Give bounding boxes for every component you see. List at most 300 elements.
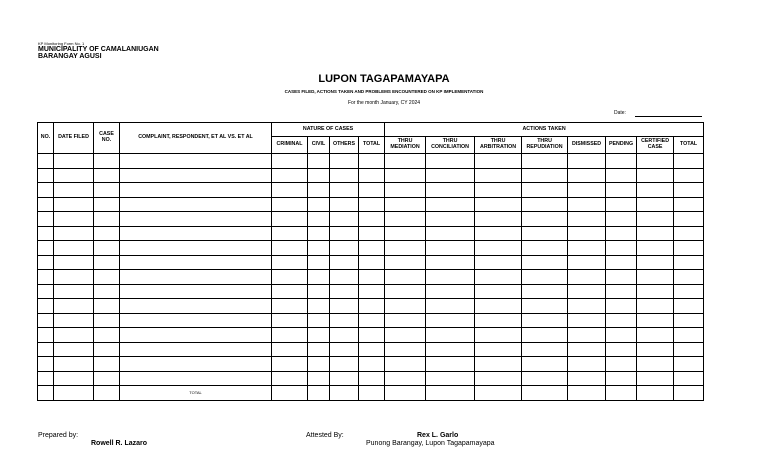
table-cell[interactable] xyxy=(120,313,272,328)
table-cell[interactable] xyxy=(94,255,120,270)
table-cell[interactable] xyxy=(522,313,568,328)
table-cell[interactable] xyxy=(522,299,568,314)
table-cell[interactable] xyxy=(637,371,674,386)
table-cell[interactable] xyxy=(426,386,475,401)
table-cell[interactable] xyxy=(568,313,606,328)
table-cell[interactable] xyxy=(674,328,704,343)
table-cell[interactable] xyxy=(359,197,385,212)
table-cell[interactable] xyxy=(522,328,568,343)
table-cell[interactable] xyxy=(426,154,475,169)
table-row xyxy=(38,371,704,386)
table-cell[interactable] xyxy=(359,386,385,401)
table-cell[interactable] xyxy=(385,212,426,227)
table-cell[interactable] xyxy=(308,168,330,183)
table-cell[interactable] xyxy=(38,342,54,357)
table-cell[interactable] xyxy=(568,154,606,169)
table-cell[interactable] xyxy=(426,313,475,328)
table-cell[interactable] xyxy=(674,357,704,372)
table-cell[interactable] xyxy=(94,270,120,285)
table-cell[interactable] xyxy=(94,328,120,343)
table-cell[interactable] xyxy=(120,371,272,386)
table-cell[interactable] xyxy=(475,342,522,357)
table-cell[interactable] xyxy=(359,357,385,372)
table-cell[interactable] xyxy=(475,386,522,401)
table-cell[interactable] xyxy=(385,357,426,372)
table-cell[interactable] xyxy=(568,328,606,343)
table-cell[interactable] xyxy=(38,371,54,386)
table-cell[interactable] xyxy=(330,299,359,314)
table-cell[interactable] xyxy=(475,371,522,386)
page-title: LUPON TAGAPAMAYAPA xyxy=(318,73,450,85)
table-cell[interactable] xyxy=(330,255,359,270)
table-cell[interactable] xyxy=(475,168,522,183)
col-header-mediation: THRU MEDIATION xyxy=(385,137,426,154)
table-cell[interactable] xyxy=(120,357,272,372)
table-cell[interactable] xyxy=(359,241,385,256)
table-cell[interactable] xyxy=(94,168,120,183)
table-cell[interactable] xyxy=(522,154,568,169)
table-cell[interactable] xyxy=(120,342,272,357)
table-cell[interactable] xyxy=(606,386,637,401)
table-cell[interactable] xyxy=(359,212,385,227)
table-cell[interactable] xyxy=(38,328,54,343)
prepared-by-name: Rowell R. Lazaro xyxy=(91,440,148,447)
table-cell[interactable] xyxy=(38,299,54,314)
prepared-by-label: Prepared by: xyxy=(38,432,79,439)
table-cell[interactable] xyxy=(359,226,385,241)
total-row xyxy=(38,386,704,401)
table-cell[interactable] xyxy=(385,299,426,314)
table-cell[interactable] xyxy=(272,328,308,343)
table-cell[interactable] xyxy=(568,299,606,314)
table-cell[interactable] xyxy=(637,357,674,372)
table-cell[interactable] xyxy=(606,299,637,314)
table-cell[interactable] xyxy=(120,270,272,285)
table-cell[interactable] xyxy=(38,386,54,401)
table-cell[interactable] xyxy=(120,299,272,314)
total-row-label: TOTAL xyxy=(120,386,272,401)
table-cell[interactable] xyxy=(120,212,272,227)
table-cell[interactable] xyxy=(426,328,475,343)
table-cell[interactable] xyxy=(308,284,330,299)
table-cell[interactable] xyxy=(359,328,385,343)
table-cell[interactable] xyxy=(54,197,94,212)
table-cell[interactable] xyxy=(674,241,704,256)
table-cell[interactable] xyxy=(54,226,94,241)
table-cell[interactable] xyxy=(568,168,606,183)
table-cell[interactable] xyxy=(606,168,637,183)
table-row xyxy=(38,197,704,212)
table-cell[interactable] xyxy=(330,386,359,401)
reporting-period: For the month January, CY 2024 xyxy=(347,100,421,106)
table-cell[interactable] xyxy=(94,183,120,198)
table-cell[interactable] xyxy=(426,241,475,256)
table-cell[interactable] xyxy=(426,212,475,227)
table-cell[interactable] xyxy=(674,299,704,314)
table-cell[interactable] xyxy=(272,241,308,256)
table-cell[interactable] xyxy=(38,183,54,198)
table-cell[interactable] xyxy=(359,255,385,270)
table-cell[interactable] xyxy=(272,299,308,314)
table-cell[interactable] xyxy=(475,255,522,270)
table-cell[interactable] xyxy=(272,212,308,227)
table-cell[interactable] xyxy=(94,299,120,314)
table-cell[interactable] xyxy=(272,342,308,357)
table-cell[interactable] xyxy=(272,284,308,299)
table-cell[interactable] xyxy=(475,154,522,169)
table-cell[interactable] xyxy=(522,357,568,372)
table-cell[interactable] xyxy=(426,284,475,299)
table-cell[interactable] xyxy=(426,357,475,372)
table-cell[interactable] xyxy=(637,197,674,212)
table-cell[interactable] xyxy=(522,371,568,386)
table-cell[interactable] xyxy=(94,226,120,241)
table-cell[interactable] xyxy=(637,386,674,401)
col-header-pending: PENDING xyxy=(606,137,637,154)
table-cell[interactable] xyxy=(94,313,120,328)
table-cell[interactable] xyxy=(330,168,359,183)
table-cell[interactable] xyxy=(568,197,606,212)
table-cell[interactable] xyxy=(120,255,272,270)
table-cell[interactable] xyxy=(54,255,94,270)
table-cell[interactable] xyxy=(568,342,606,357)
table-cell[interactable] xyxy=(330,313,359,328)
table-cell[interactable] xyxy=(475,212,522,227)
table-cell[interactable] xyxy=(54,357,94,372)
table-cell[interactable] xyxy=(94,197,120,212)
table-cell[interactable] xyxy=(359,270,385,285)
table-cell[interactable] xyxy=(606,313,637,328)
table-cell[interactable] xyxy=(637,270,674,285)
table-cell[interactable] xyxy=(38,168,54,183)
table-cell[interactable] xyxy=(330,197,359,212)
col-header-case-no: CASE NO. xyxy=(94,123,120,154)
table-cell[interactable] xyxy=(674,386,704,401)
table-cell[interactable] xyxy=(54,241,94,256)
date-field-line[interactable] xyxy=(635,116,702,117)
table-cell[interactable] xyxy=(385,168,426,183)
table-cell[interactable] xyxy=(330,284,359,299)
table-cell[interactable] xyxy=(568,270,606,285)
table-cell[interactable] xyxy=(475,284,522,299)
table-cell[interactable] xyxy=(54,386,94,401)
table-cell[interactable] xyxy=(606,255,637,270)
table-cell[interactable] xyxy=(385,226,426,241)
table-cell[interactable] xyxy=(385,284,426,299)
group-header-actions: ACTIONS TAKEN xyxy=(385,123,704,137)
table-cell[interactable] xyxy=(272,270,308,285)
table-cell[interactable] xyxy=(308,255,330,270)
table-cell[interactable] xyxy=(522,212,568,227)
table-cell[interactable] xyxy=(359,154,385,169)
table-cell[interactable] xyxy=(120,197,272,212)
table-cell[interactable] xyxy=(568,357,606,372)
table-cell[interactable] xyxy=(568,255,606,270)
table-cell[interactable] xyxy=(385,328,426,343)
table-cell[interactable] xyxy=(120,183,272,198)
table-cell[interactable] xyxy=(330,371,359,386)
table-cell[interactable] xyxy=(606,328,637,343)
table-cell[interactable] xyxy=(308,226,330,241)
table-cell[interactable] xyxy=(385,197,426,212)
table-cell[interactable] xyxy=(308,328,330,343)
table-cell[interactable] xyxy=(94,154,120,169)
table-cell[interactable] xyxy=(568,371,606,386)
table-cell[interactable] xyxy=(54,183,94,198)
table-cell[interactable] xyxy=(637,154,674,169)
col-header-criminal: CRIMINAL xyxy=(272,137,308,154)
table-cell[interactable] xyxy=(308,371,330,386)
table-cell[interactable] xyxy=(308,183,330,198)
col-header-nature-total: TOTAL xyxy=(359,137,385,154)
table-cell[interactable] xyxy=(426,342,475,357)
table-cell[interactable] xyxy=(522,270,568,285)
table-cell[interactable] xyxy=(385,342,426,357)
table-cell[interactable] xyxy=(120,241,272,256)
table-cell[interactable] xyxy=(522,183,568,198)
table-cell[interactable] xyxy=(54,313,94,328)
table-row xyxy=(38,284,704,299)
table-cell[interactable] xyxy=(475,328,522,343)
table-cell[interactable] xyxy=(385,241,426,256)
table-cell[interactable] xyxy=(522,241,568,256)
table-cell[interactable] xyxy=(568,386,606,401)
table-cell[interactable] xyxy=(38,357,54,372)
table-cell[interactable] xyxy=(308,313,330,328)
table-cell[interactable] xyxy=(606,357,637,372)
table-cell[interactable] xyxy=(330,270,359,285)
table-cell[interactable] xyxy=(308,386,330,401)
table-cell[interactable] xyxy=(522,168,568,183)
table-cell[interactable] xyxy=(308,197,330,212)
table-cell[interactable] xyxy=(308,270,330,285)
table-cell[interactable] xyxy=(120,284,272,299)
table-cell[interactable] xyxy=(308,299,330,314)
table-cell[interactable] xyxy=(330,212,359,227)
table-cell[interactable] xyxy=(606,197,637,212)
table-cell[interactable] xyxy=(308,212,330,227)
table-cell[interactable] xyxy=(637,313,674,328)
barangay-name: BARANGAY AGUSI xyxy=(38,53,102,60)
table-cell[interactable] xyxy=(54,154,94,169)
attested-by-position: Punong Barangay, Lupon Tagapamayapa xyxy=(366,440,495,447)
table-cell[interactable] xyxy=(54,270,94,285)
table-cell[interactable] xyxy=(359,342,385,357)
table-cell[interactable] xyxy=(308,342,330,357)
table-cell[interactable] xyxy=(54,168,94,183)
table-cell[interactable] xyxy=(272,183,308,198)
table-cell[interactable] xyxy=(38,212,54,227)
table-cell[interactable] xyxy=(475,197,522,212)
table-cell[interactable] xyxy=(54,342,94,357)
table-cell[interactable] xyxy=(272,226,308,241)
table-cell[interactable] xyxy=(637,168,674,183)
table-cell[interactable] xyxy=(674,168,704,183)
table-cell[interactable] xyxy=(330,183,359,198)
table-cell[interactable] xyxy=(606,342,637,357)
table-cell[interactable] xyxy=(475,299,522,314)
table-cell[interactable] xyxy=(606,241,637,256)
table-cell[interactable] xyxy=(637,212,674,227)
table-cell[interactable] xyxy=(637,342,674,357)
table-cell[interactable] xyxy=(94,342,120,357)
table-cell[interactable] xyxy=(330,342,359,357)
table-cell[interactable] xyxy=(637,284,674,299)
table-cell[interactable] xyxy=(674,154,704,169)
table-cell[interactable] xyxy=(359,183,385,198)
table-cell[interactable] xyxy=(54,212,94,227)
table-cell[interactable] xyxy=(38,154,54,169)
table-cell[interactable] xyxy=(674,197,704,212)
table-cell[interactable] xyxy=(475,313,522,328)
table-cell[interactable] xyxy=(38,284,54,299)
table-cell[interactable] xyxy=(94,212,120,227)
table-cell[interactable] xyxy=(522,284,568,299)
table-cell[interactable] xyxy=(606,226,637,241)
table-cell[interactable] xyxy=(385,154,426,169)
table-cell[interactable] xyxy=(359,299,385,314)
table-cell[interactable] xyxy=(330,154,359,169)
table-cell[interactable] xyxy=(568,183,606,198)
table-cell[interactable] xyxy=(272,371,308,386)
table-cell[interactable] xyxy=(385,270,426,285)
table-cell[interactable] xyxy=(330,226,359,241)
table-cell[interactable] xyxy=(637,183,674,198)
attested-by-name: Rex L. Garlo xyxy=(417,432,459,439)
table-cell[interactable] xyxy=(308,241,330,256)
table-cell[interactable] xyxy=(568,241,606,256)
table-cell[interactable] xyxy=(674,255,704,270)
table-cell[interactable] xyxy=(674,270,704,285)
col-header-date-filed: DATE FILED xyxy=(54,123,94,154)
table-cell[interactable] xyxy=(359,168,385,183)
table-cell[interactable] xyxy=(522,386,568,401)
table-cell[interactable] xyxy=(38,241,54,256)
table-cell[interactable] xyxy=(674,371,704,386)
table-cell[interactable] xyxy=(272,313,308,328)
table-cell[interactable] xyxy=(385,386,426,401)
table-cell[interactable] xyxy=(94,241,120,256)
table-cell[interactable] xyxy=(54,299,94,314)
table-cell[interactable] xyxy=(38,313,54,328)
table-cell[interactable] xyxy=(120,328,272,343)
table-cell[interactable] xyxy=(38,255,54,270)
table-cell[interactable] xyxy=(359,371,385,386)
table-cell[interactable] xyxy=(38,226,54,241)
table-cell[interactable] xyxy=(637,241,674,256)
table-cell[interactable] xyxy=(637,226,674,241)
table-cell[interactable] xyxy=(54,328,94,343)
table-cell[interactable] xyxy=(606,284,637,299)
table-cell[interactable] xyxy=(120,226,272,241)
table-cell[interactable] xyxy=(426,255,475,270)
table-cell[interactable] xyxy=(606,371,637,386)
table-cell[interactable] xyxy=(38,270,54,285)
table-cell[interactable] xyxy=(606,212,637,227)
table-row xyxy=(38,270,704,285)
table-cell[interactable] xyxy=(54,371,94,386)
table-cell[interactable] xyxy=(426,197,475,212)
table-cell[interactable] xyxy=(272,197,308,212)
table-cell[interactable] xyxy=(637,328,674,343)
table-cell[interactable] xyxy=(272,255,308,270)
table-cell[interactable] xyxy=(522,255,568,270)
table-row xyxy=(38,154,704,169)
table-cell[interactable] xyxy=(426,371,475,386)
table-cell[interactable] xyxy=(426,183,475,198)
table-cell[interactable] xyxy=(475,357,522,372)
table-cell[interactable] xyxy=(674,183,704,198)
table-cell[interactable] xyxy=(606,154,637,169)
table-cell[interactable] xyxy=(522,342,568,357)
table-cell[interactable] xyxy=(568,284,606,299)
col-header-actions-total: TOTAL xyxy=(674,137,704,154)
table-cell[interactable] xyxy=(606,183,637,198)
table-cell[interactable] xyxy=(674,212,704,227)
table-cell[interactable] xyxy=(426,226,475,241)
table-cell[interactable] xyxy=(272,168,308,183)
table-cell[interactable] xyxy=(359,313,385,328)
table-cell[interactable] xyxy=(330,328,359,343)
attested-by-label: Attested By: xyxy=(306,432,344,439)
table-cell[interactable] xyxy=(606,270,637,285)
table-cell[interactable] xyxy=(38,197,54,212)
table-cell[interactable] xyxy=(120,168,272,183)
table-cell[interactable] xyxy=(568,212,606,227)
table-cell[interactable] xyxy=(426,270,475,285)
table-cell[interactable] xyxy=(385,371,426,386)
table-cell[interactable] xyxy=(120,154,272,169)
table-cell[interactable] xyxy=(674,313,704,328)
table-cell[interactable] xyxy=(426,299,475,314)
table-cell[interactable] xyxy=(475,183,522,198)
table-cell[interactable] xyxy=(330,241,359,256)
table-cell[interactable] xyxy=(359,284,385,299)
table-cell[interactable] xyxy=(330,357,359,372)
table-row xyxy=(38,212,704,227)
table-cell[interactable] xyxy=(674,284,704,299)
table-cell[interactable] xyxy=(272,357,308,372)
table-row xyxy=(38,299,704,314)
table-cell[interactable] xyxy=(475,241,522,256)
table-cell[interactable] xyxy=(308,154,330,169)
table-row xyxy=(38,357,704,372)
table-cell[interactable] xyxy=(308,357,330,372)
table-cell[interactable] xyxy=(522,197,568,212)
table-cell[interactable] xyxy=(94,371,120,386)
table-row xyxy=(38,168,704,183)
table-cell[interactable] xyxy=(94,284,120,299)
table-cell[interactable] xyxy=(385,313,426,328)
table-cell[interactable] xyxy=(637,299,674,314)
table-cell[interactable] xyxy=(385,183,426,198)
table-cell[interactable] xyxy=(674,342,704,357)
table-cell[interactable] xyxy=(94,357,120,372)
table-cell[interactable] xyxy=(475,270,522,285)
table-cell[interactable] xyxy=(674,226,704,241)
table-cell[interactable] xyxy=(426,168,475,183)
table-cell[interactable] xyxy=(568,226,606,241)
table-cell[interactable] xyxy=(94,386,120,401)
table-cell[interactable] xyxy=(637,255,674,270)
table-cell[interactable] xyxy=(54,284,94,299)
table-cell[interactable] xyxy=(475,226,522,241)
table-cell[interactable] xyxy=(272,154,308,169)
table-cell[interactable] xyxy=(522,226,568,241)
table-cell[interactable] xyxy=(385,255,426,270)
municipality-name: MUNICIPALITY OF CAMALANIUGAN xyxy=(38,46,159,53)
table-cell[interactable] xyxy=(272,386,308,401)
